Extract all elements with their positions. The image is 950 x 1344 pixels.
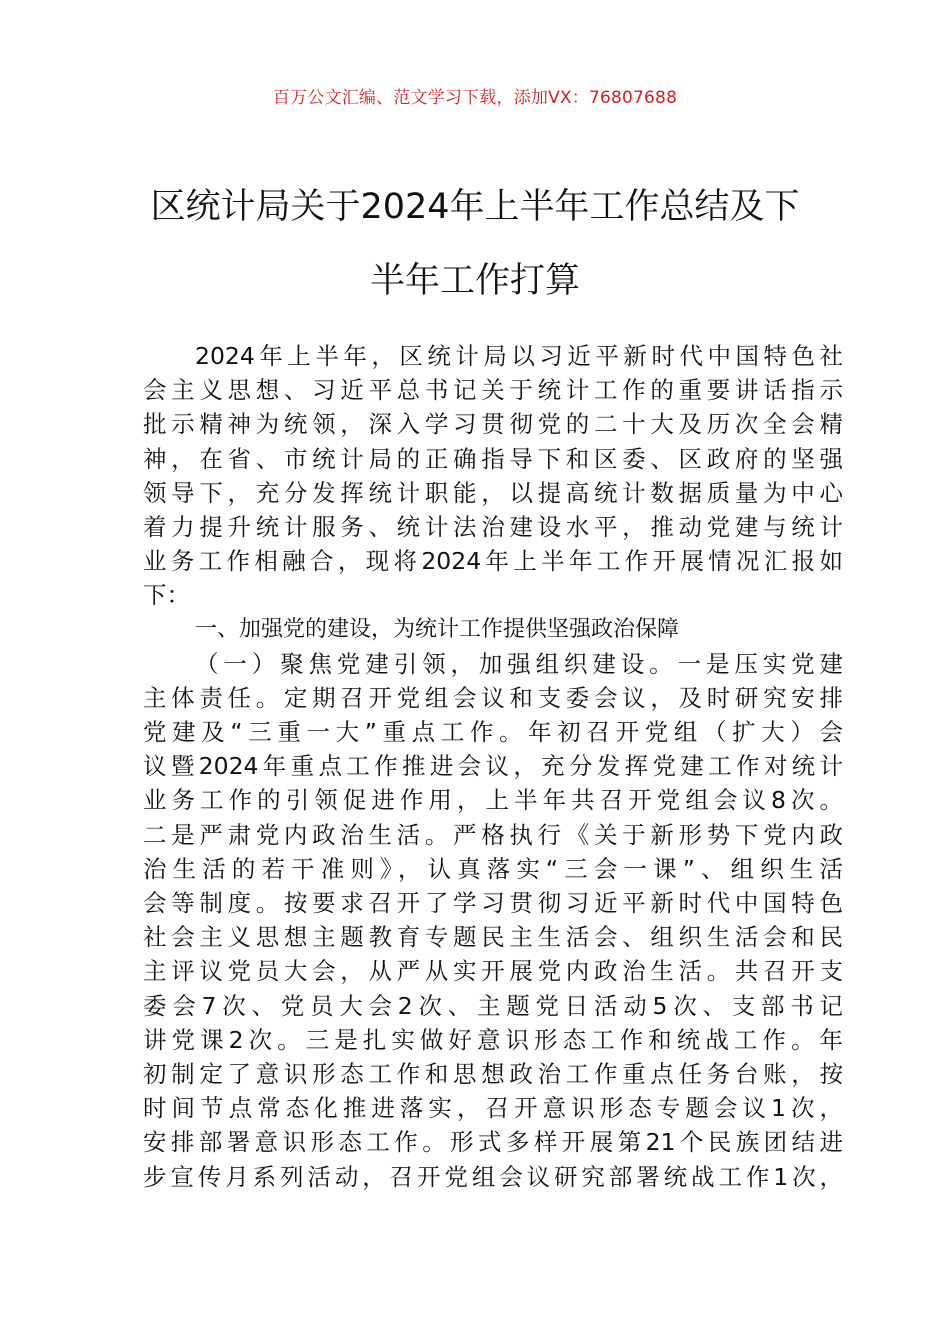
body-line: 着力提升统计服务、统计法治建设水平，推动党建与统计: [143, 512, 843, 541]
section-heading: 一、加强党的建设，为统计工作提供坚强政治保障: [195, 616, 680, 642]
body-line: 领导下，充分发挥统计职能，以提高统计数据质量为中心: [143, 478, 843, 507]
body-line: 讲党课2次。三是扎实做好意识形态工作和统战工作。年: [143, 1025, 843, 1054]
body-line: 批示精神为统领，深入学习贯彻党的二十大及历次全会精: [143, 410, 843, 439]
body-line: 委会7次、党员大会2次、主题党日活动5次、支部书记: [143, 991, 843, 1020]
body-line: 安排部署意识形态工作。形式多样开展第21个民族团结进: [143, 1128, 843, 1157]
body-line: 会主义思想、习近平总书记关于统计工作的重要讲话指示: [143, 376, 843, 405]
body-line: 会等制度。按要求召开了学习贯彻习近平新时代中国特色: [143, 889, 843, 917]
body-line: 党建及“三重一大”重点工作。年初召开党组（扩大）会: [143, 718, 843, 747]
watermark-header: 百万公文汇编、范文学习下载，添加VX：76807688: [272, 88, 678, 108]
body-line: 初制定了意识形态工作和思想政治工作重点任务台账，按: [143, 1059, 843, 1088]
body-line: 主体责任。定期召开党组会议和支委会议，及时研究安排: [143, 683, 843, 712]
body-line: 2024年上半年，区统计局以习近平新时代中国特色社: [195, 342, 843, 370]
body-line: 议暨2024年重点工作推进会议，充分发挥党建工作对统计: [143, 752, 843, 781]
body-line: 步宣传月系列活动，召开党组会议研究部署统战工作1次，: [143, 1162, 843, 1191]
body-line: 业务工作的引领促进作用，上半年共召开党组会议8次。: [143, 786, 843, 815]
body-line: 主评议党员大会，从严从实开展党内政治生活。共召开支: [143, 957, 843, 986]
body-line: （一）聚焦党建引领，加强组织建设。一是压实党建: [195, 649, 843, 678]
body-line: 治生活的若干准则》，认真落实“三会一课”、组织生活: [143, 854, 843, 883]
body-line: 神，在省、市统计局的正确指导下和区委、区政府的坚强: [143, 444, 843, 473]
document-title: [60, 170, 890, 318]
body-line: 二是严肃党内政治生活。严格执行《关于新形势下党内政: [143, 820, 843, 849]
title-line-2: 半年工作打算: [369, 261, 580, 301]
document-body: [143, 339, 843, 1194]
body-line: 业务工作相融合，现将2024年上半年工作开展情况汇报如: [143, 547, 843, 576]
body-line: 下：: [143, 581, 190, 610]
title-line-1: 区统计局关于2024年上半年工作总结及下: [150, 187, 800, 227]
body-line: 时间节点常态化推进落实，召开意识形态专题会议1次，: [143, 1094, 843, 1123]
body-line: 社会主义思想主题教育专题民主生活会、组织生活会和民: [143, 923, 843, 952]
